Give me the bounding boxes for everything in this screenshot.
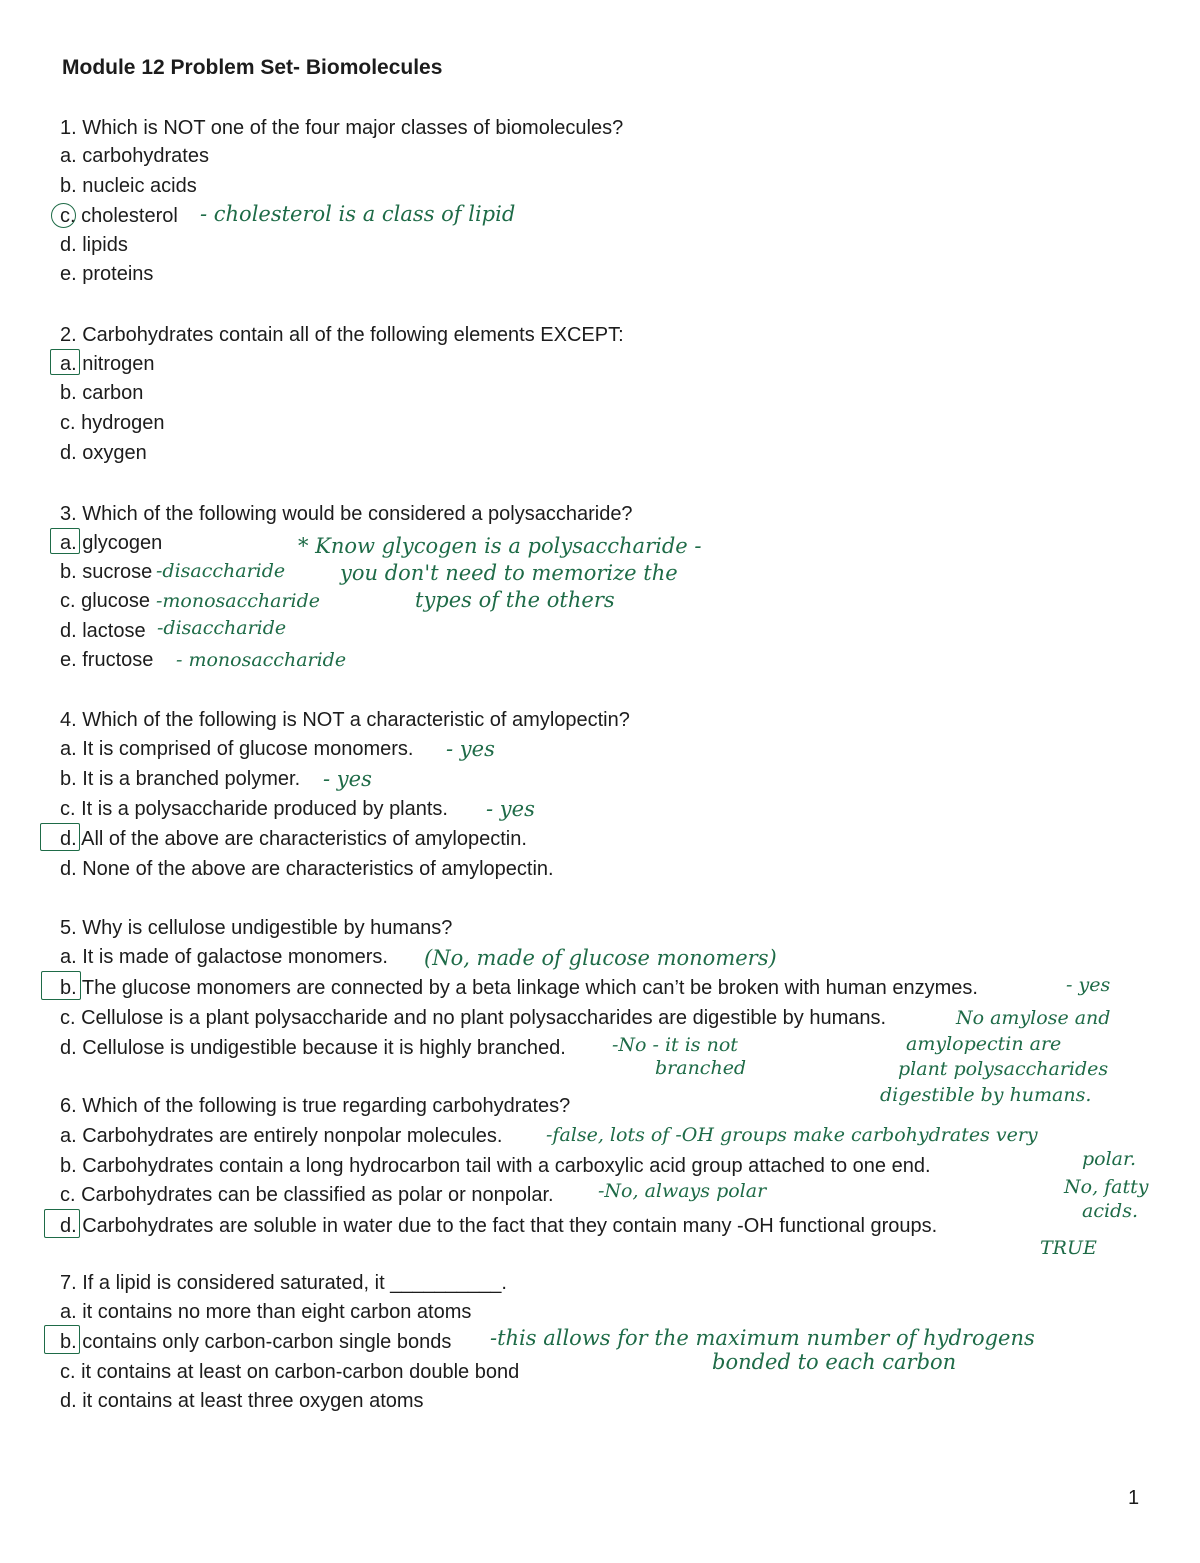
q4-note-a: - yes <box>446 737 495 761</box>
q6-note-a: -false, lots of -OH groups make carbohydrates very <box>546 1124 1038 1146</box>
page-title: Module 12 Problem Set- Biomolecules <box>62 56 443 79</box>
q7-note-1: -this allows for the maximum number of hydrogens <box>490 1326 1035 1350</box>
q7-option-a: a. it contains no more than eight carbon atoms <box>60 1301 472 1323</box>
q2-option-b: b. carbon <box>60 382 144 404</box>
question-5-stem: 5. Why is cellulose undigestible by humans? <box>60 917 453 939</box>
q1-option-c: c. cholesterol <box>60 205 178 227</box>
q3-note-fructose: - monosaccharide <box>176 649 347 671</box>
q1-option-b: b. nucleic acids <box>60 175 197 197</box>
q4-option-d: d. All of the above are characteristics of amylopectin. <box>60 828 527 850</box>
q7-note-2: bonded to each carbon <box>712 1350 957 1374</box>
q5-note-d-1: -No - it is not <box>612 1034 738 1056</box>
q5-option-b: b. The glucose monomers are connected by a beta linkage which can’t be broken with human enzymes. <box>60 977 978 999</box>
question-7-stem: 7. If a lipid is considered saturated, it __________. <box>60 1272 507 1294</box>
q6-note-b-2: acids. <box>1082 1200 1138 1222</box>
page-number: 1 <box>1128 1487 1140 1509</box>
q4-note-b: - yes <box>323 767 372 791</box>
q2-option-a: a. nitrogen <box>60 353 155 375</box>
q6-option-d: d. Carbohydrates are soluble in water due to the fact that they contain many -OH functional groups. <box>60 1215 938 1237</box>
q6-note-d: TRUE <box>1040 1237 1097 1259</box>
q6-note-c: -No, always polar <box>598 1180 767 1202</box>
q6-option-c: c. Carbohydrates can be classified as polar or nonpolar. <box>60 1184 554 1206</box>
q3-option-c: c. glucose <box>60 590 151 612</box>
q1-option-a: a. carbohydrates <box>60 145 209 167</box>
q6-note-b-1: No, fatty <box>1064 1176 1149 1198</box>
q3-option-a: a. glycogen <box>60 532 163 554</box>
q4-option-d-2: d. None of the above are characteristics of amylopectin. <box>60 858 554 880</box>
q2-option-c: c. hydrogen <box>60 412 165 434</box>
q3-note-main-1: * Know glycogen is a polysaccharide - <box>298 534 702 558</box>
q4-option-a: a. It is comprised of glucose monomers. <box>60 738 414 760</box>
q5-note-c-4: digestible by humans. <box>880 1084 1092 1106</box>
q5-note-d-2: branched <box>655 1057 747 1079</box>
q3-note-main-3: types of the others <box>415 588 615 612</box>
question-4-stem: 4. Which of the following is NOT a characteristic of amylopectin? <box>60 709 630 731</box>
question-6-stem: 6. Which of the following is true regarding carbohydrates? <box>60 1095 571 1117</box>
q5-note-c-2: amylopectin are <box>906 1033 1062 1055</box>
q2-option-d: d. oxygen <box>60 442 147 464</box>
q3-note-main-2: you don't need to memorize the <box>340 561 678 585</box>
q5-option-a: a. It is made of galactose monomers. <box>60 946 388 968</box>
question-2-stem: 2. Carbohydrates contain all of the following elements EXCEPT: <box>60 324 624 346</box>
q4-option-c: c. It is a polysaccharide produced by plants. <box>60 798 448 820</box>
q3-option-d: d. lactose <box>60 620 146 642</box>
q5-note-c-3: plant polysaccharides <box>898 1058 1109 1080</box>
q5-note-b: - yes <box>1066 974 1111 996</box>
q7-option-c: c. it contains at least on carbon-carbon double bond <box>60 1361 520 1383</box>
q4-note-c: - yes <box>486 797 535 821</box>
q3-option-e: e. fructose <box>60 649 154 671</box>
q4-option-b: b. It is a branched polymer. <box>60 768 301 790</box>
q5-note-a: (No, made of glucose monomers) <box>424 946 777 970</box>
q1-handwritten-note: - cholesterol is a class of lipid <box>200 202 516 226</box>
q6-note-a-2: polar. <box>1082 1148 1137 1170</box>
q3-note-sucrose: -disaccharide <box>156 560 286 582</box>
q5-option-c: c. Cellulose is a plant polysaccharide and no plant polysaccharides are digestible by humans. <box>60 1007 887 1029</box>
q6-option-a: a. Carbohydrates are entirely nonpolar molecules. <box>60 1125 503 1147</box>
q6-option-b: b. Carbohydrates contain a long hydrocarbon tail with a carboxylic acid group attached to one end. <box>60 1155 931 1177</box>
q3-note-lactose: -disaccharide <box>157 617 287 639</box>
question-1-stem: 1. Which is NOT one of the four major classes of biomolecules? <box>60 117 624 139</box>
q1-option-d: d. lipids <box>60 234 128 256</box>
q1-option-e: e. proteins <box>60 263 154 285</box>
q5-option-d: d. Cellulose is undigestible because it is highly branched. <box>60 1037 566 1059</box>
q7-option-b: b. contains only carbon-carbon single bonds <box>60 1331 452 1353</box>
q3-option-b: b. sucrose <box>60 561 153 583</box>
q3-note-glucose: -monosaccharide <box>156 590 321 612</box>
q5-note-c-1: No amylose and <box>956 1007 1111 1029</box>
question-3-stem: 3. Which of the following would be considered a polysaccharide? <box>60 503 633 525</box>
q7-option-d: d. it contains at least three oxygen atoms <box>60 1390 424 1412</box>
